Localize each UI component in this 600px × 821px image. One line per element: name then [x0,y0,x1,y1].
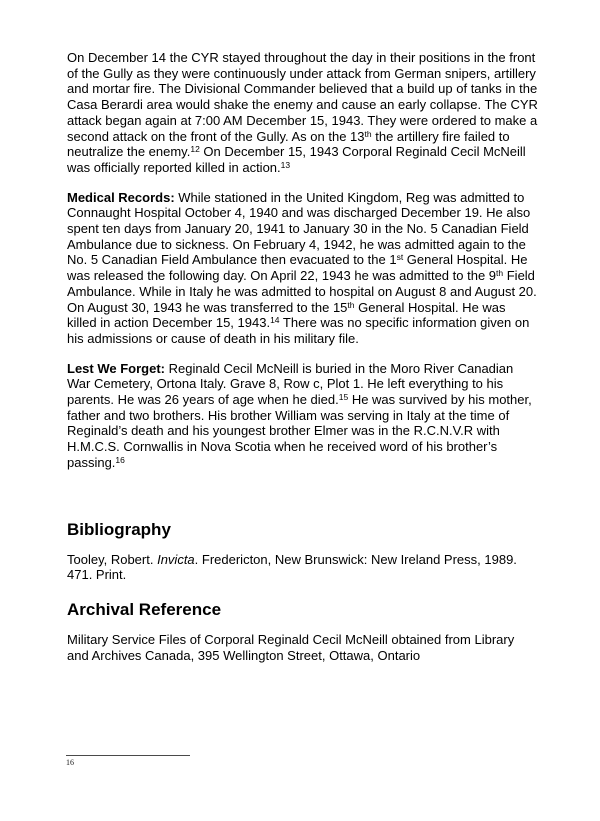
footnote-marker: 16 [66,758,74,767]
archival-reference-heading: Archival Reference [67,599,222,619]
archival-reference-text: Military Service Files of Corporal Reginald Cecil McNeill obtained from Library and Archives Canada, 395 Wellington Street, Ottawa, Ontario [67,631,515,663]
bibliography-heading: Bibliography [67,519,171,539]
bibliography-entry: Tooley, Robert. Invicta. Fredericton, New Brunswick: New Ireland Press, 1989. 471. Print. [67,551,517,583]
footnote-separator [66,755,190,756]
paragraph-lest-we-forget: Lest We Forget: Reginald Cecil McNeill is buried in the Moro River Canadian War Cemetery, Ortona Italy. Grave 8, Row c, Plot 1. He left everything to his parents. He was 26 years of age when he died.$^{15}$ He was survived by his mother, father and two brothers. His brother William was serving in Italy at the time of Reginald’s death and his youngest brother Elmer was in the R.C.N.V.R with H.M.C.S. Cornwallis in Nova Scotia when he received word of his brother’s passing.$^{16}$ [67,360,532,470]
paragraph-battle-account: On December 14 the CYR stayed throughout the day in their positions in the front of the Gully as they were continuously under attack from German snipers, artillery and mortar fire. The Divisional Commander believed that a build up of tanks in the Casa Berardi area would shake the enemy and cause an early collapse. The CYR attack began again at 7:00 AM December 15, 1943. They were ordered to make a second attack on the front of the Gully. As on the 13th the artillery fire failed to neutralize the enemy.$^{12}$ On December 15, 1943 Corporal Reginald Cecil McNeill was officially reported killed in action.$^{13}$ [67,50,538,175]
document-content [67,50,538,677]
footnote-area [66,755,190,767]
paragraph-medical-records: Medical Records: While stationed in the United Kingdom, Reg was admitted to Connaught Hospital October 4, 1940 and was discharged December 19. He also spent ten days from January 20, 1941 to January 30 in the No. 5 Canadian Field Ambulance due to sickness. On February 4, 1942, he was admitted again to the No. 5 Canadian Field Ambulance then evacuated to the 1st General Hospital. He was released the following day. On April 22, 1943 he was admitted to the 9th Field Ambulance. While in Italy he was admitted to hospital on August 8 and August 20. On August 30, 1943 he was transferred to the 15th General Hospital. He was killed in action December 15, 1943.14 There was no specific information given on his admissions or cause of death in his military file. [67,189,537,346]
